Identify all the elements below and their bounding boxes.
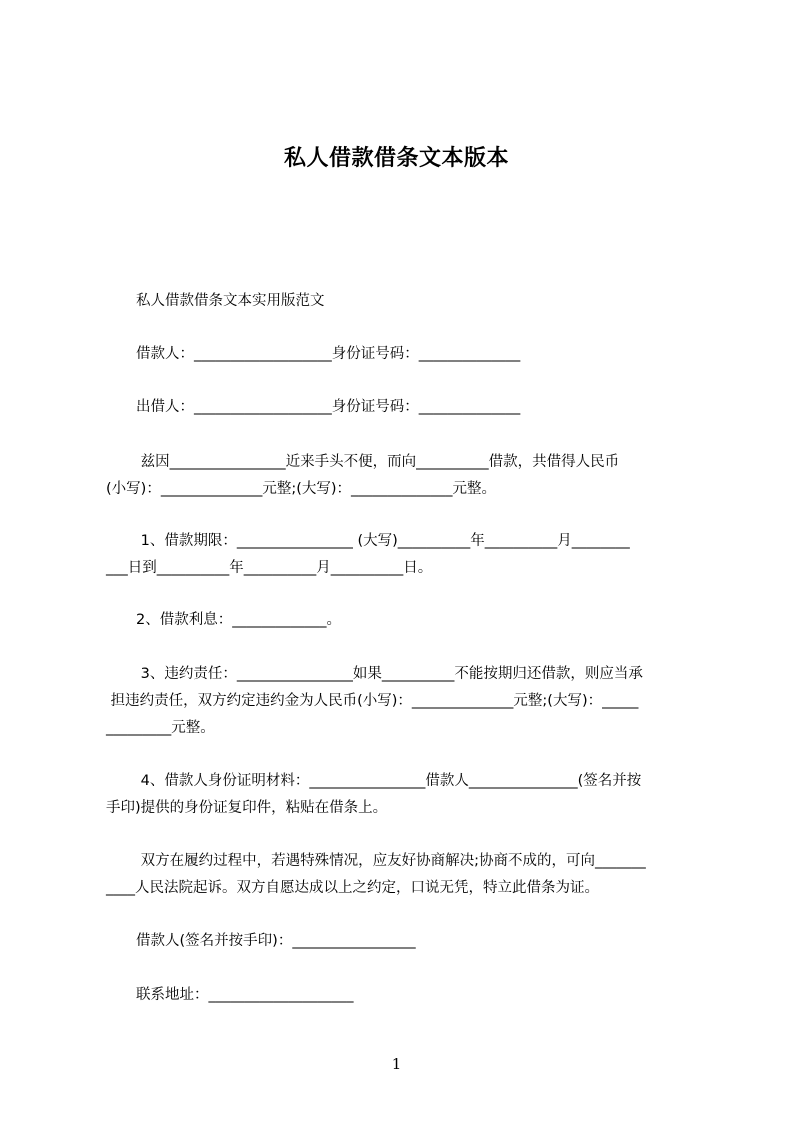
cause-line-2: (小写)：______________元整;(大写)：______________元整。 — [106, 481, 497, 497]
loan-term-line-1: 1、借款期限：________________ (大写)__________年__________月________ — [136, 533, 630, 549]
page-title: 私人借款借条文本版本 — [283, 146, 509, 171]
address-line: 联系地址：____________________ — [136, 987, 354, 1003]
dispute-line-1: 双方在履约过程中，若遇特殊情况，应友好协商解决;协商不成的，可向_______ — [136, 853, 646, 869]
id-material-line-2: 手印)提供的身份证复印件，粘贴在借条上。 — [106, 800, 388, 816]
liability-line-2: 担违约责任，双方约定违约金为人民币(小写)：______________元整;(大写)：_____ — [106, 693, 639, 709]
dispute-line-2: ____人民法院起诉。双方自愿达成以上之约定，口说无凭，特立此借条为证。 — [106, 880, 599, 896]
signature-line: 借款人(签名并按手印)：_________________ — [136, 933, 416, 949]
id-material-line-1: 4、借款人身份证明材料：________________借款人_______________(签名并按 — [136, 773, 642, 789]
liability-line-1: 3、违约责任：________________如果__________不能按期归还借款，则应当承 — [136, 666, 643, 682]
lender-line: 出借人：___________________身份证号码：______________ — [136, 399, 521, 415]
loan-term-line-2: ___日到__________年__________月__________日。 — [106, 560, 433, 576]
interest-line: 2、借款利息：_____________。 — [136, 612, 341, 628]
page-number: 1 — [391, 1055, 402, 1073]
borrower-line: 借款人：___________________身份证号码：______________ — [136, 346, 521, 362]
liability-line-3: _________元整。 — [106, 720, 215, 736]
cause-line-1: 兹因________________近来手头不便，而向__________借款，共借得人民币 — [136, 454, 620, 470]
document-subtitle: 私人借款借条文本实用版范文 — [136, 293, 325, 309]
